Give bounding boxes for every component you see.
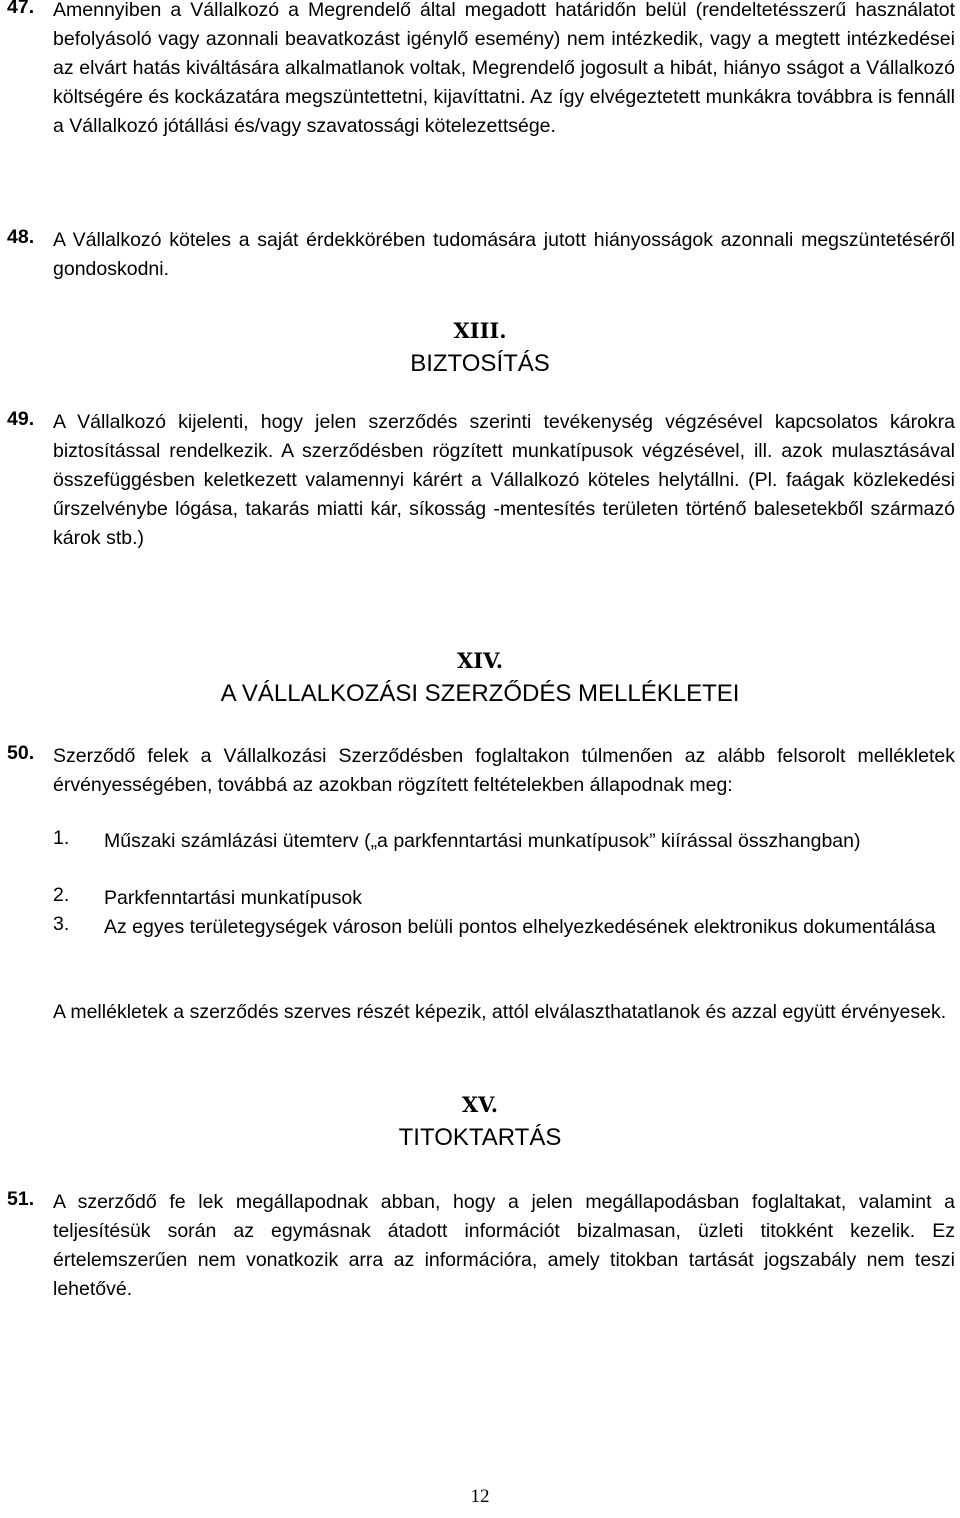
section-title: TITOKTARTÁS <box>398 1124 562 1151</box>
section-number: XIV. <box>456 648 504 673</box>
paragraph-number: 51. <box>7 1188 35 1210</box>
section-number: XV. <box>461 1092 499 1117</box>
list-item-number: 1. <box>53 827 70 849</box>
list-item-number: 2. <box>53 884 70 906</box>
paragraph-number: 50. <box>7 742 35 764</box>
paragraph-text: Szerződő felek a Vállalkozási Szerződésben foglaltakon túlmenően az alább felsorolt mellékletek érvényességében, továbbá az azokban rögzített feltételekben állapodnak meg: <box>53 745 955 796</box>
list-item-text: Műszaki számlázási ütemterv („a parkfenntartási munkatípusok” kiírással összhangban) <box>104 830 861 852</box>
list-item-text: Az egyes területegységek városon belüli pontos elhelyezkedésének elektronikus dokumentálása <box>104 916 936 938</box>
list-item-number: 3. <box>53 913 70 935</box>
paragraph-text: A Vállalkozó köteles a saját érdekkörében tudomására jutott hiányosságok azonnali megszüntetéséről gondoskodni. <box>53 229 955 280</box>
paragraph-text: A Vállalkozó kijelenti, hogy jelen szerződés szerinti tevékenység végzésével kapcsolatos károkra biztosítással rendelkezik. A szerződésben rögzített munkatípusok végzésével, ill. azok mulasztásával összefüggésben keletkezett valamennyi kárért a Vállalkozó köteles helytállni. (Pl. faágak közlekedési űrszelvénybe lógása, takarás miatti kár, síkosság -mentesítés területen történő balesetekből származó károk stb.) <box>53 411 955 549</box>
section-number: XIII. <box>453 318 507 343</box>
paragraph-number: 49. <box>7 408 35 430</box>
page-number: 12 <box>470 1486 490 1507</box>
paragraph-number: 48. <box>7 226 35 248</box>
paragraph-text: A szerződő fe lek megállapodnak abban, hogy a jelen megállapodásban foglaltakat, valamint a teljesítésük során az egymásnak átadott információt bizalmasan, üzleti titokként kezelik. Ez értelemszerűen nem vonatkozik arra az információra, amely titokban tartását jogszabály nem teszi lehetővé. <box>53 1191 955 1300</box>
paragraph-text: A mellékletek a szerződés szerves részét képezik, attól elválaszthatatlanok és azzal együtt érvényesek. <box>53 1001 947 1023</box>
paragraph-text: Amennyiben a Vállalkozó a Megrendelő által megadott határidőn belül (rendeltetésszerű használatot befolyásoló vagy azonnali beavatkozást igénylő esemény) nem intézkedik, vagy a megtett intézkedései az elvárt hatás kiváltására alkalmatlanok voltak, Megrendelő jogosult a hibát, hiányo sságot a Vállalkozó költségére és kockázatára megszüntettetni, kijavíttatni. Az így elvégeztetett munkákra továbbra is fennáll a Vállalkozó jótállási és/vagy szavatossági kötelezettsége. <box>53 0 955 137</box>
list-item-text: Parkfenntartási munkatípusok <box>104 887 362 909</box>
paragraph-number: 47. <box>7 0 35 18</box>
section-title: A VÁLLALKOZÁSI SZERZŐDÉS MELLÉKLETEI <box>220 680 740 707</box>
section-title: BIZTOSÍTÁS <box>410 350 550 377</box>
